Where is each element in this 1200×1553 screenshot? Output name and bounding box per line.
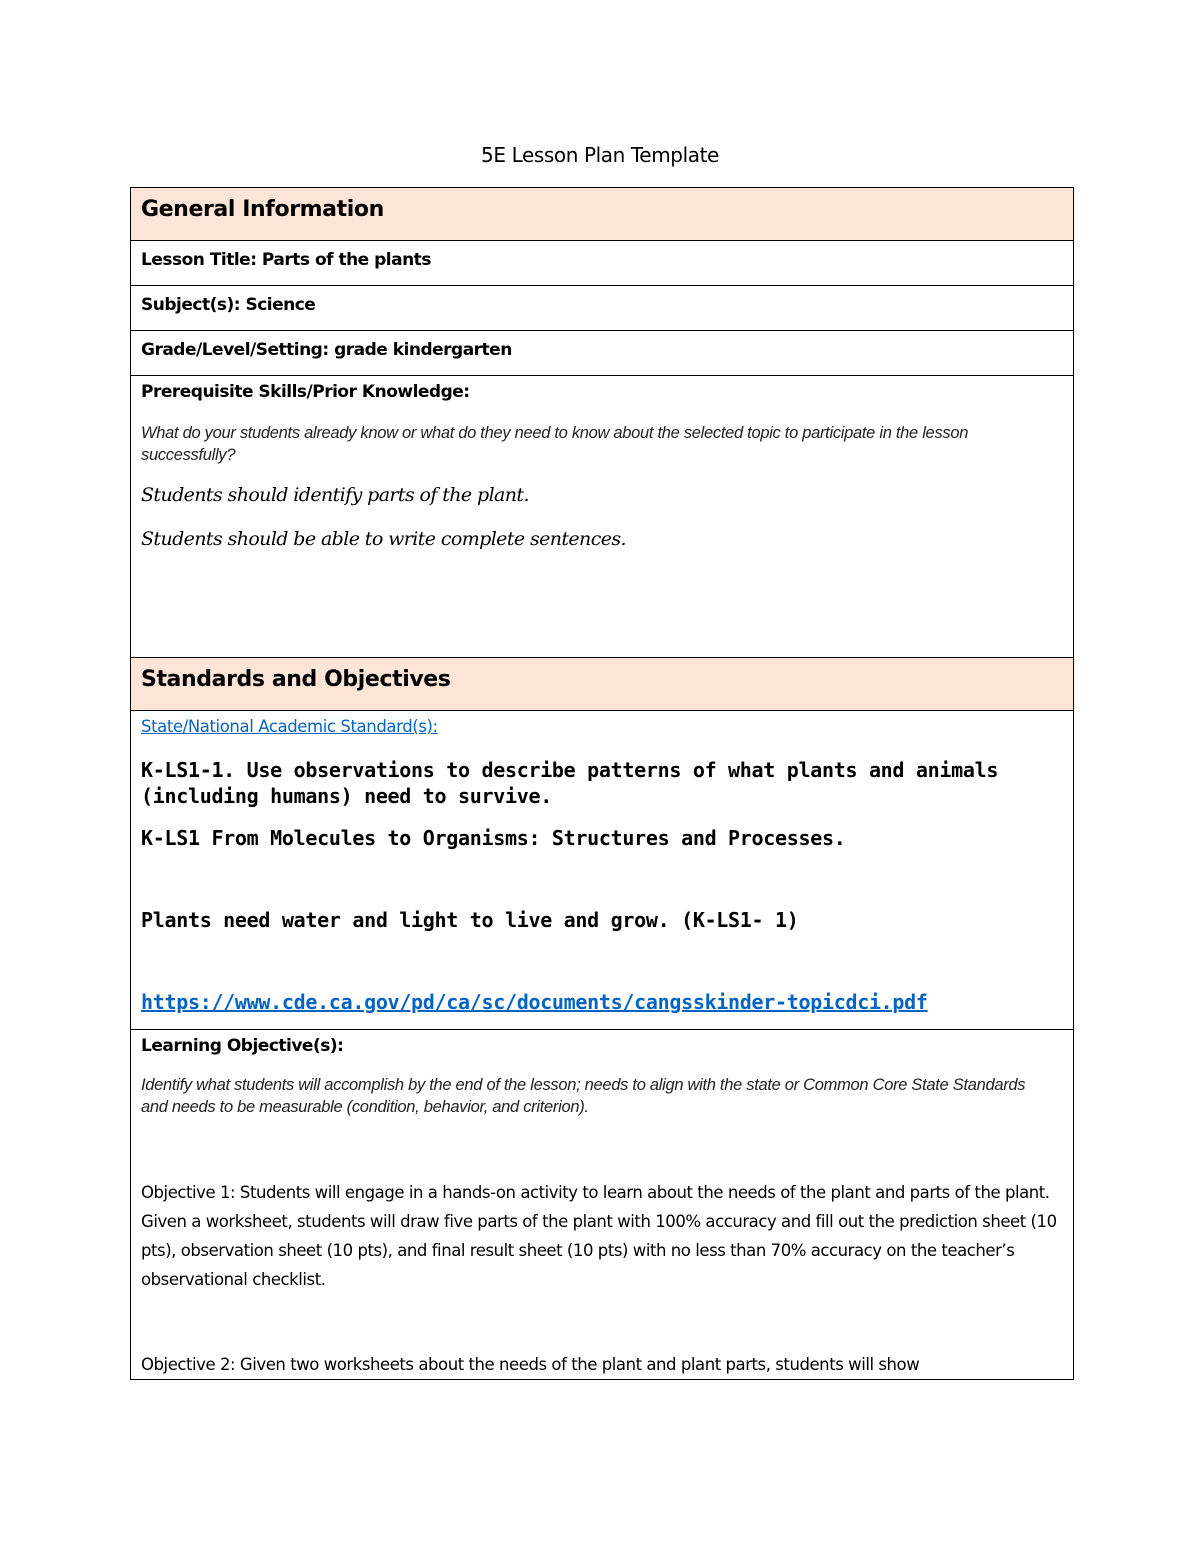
prerequisite-skills-label: Prerequisite Skills/Prior Knowledge: [141, 382, 470, 402]
prerequisite-prompt: What do your students already know or what do they need to know about the selected topic to participate in the lesson successfully? [141, 424, 969, 464]
objective-1: Objective 1: Students will engage in a hands-on activity to learn about the needs of the plant and parts of the plant. Given a worksheet, students will draw five parts of the plant with 100% accuracy and fill out the prediction sheet (10 pts), observation sheet (10 pts), and final result sheet (10 pts) with no less than 70% accuracy on the teacher’s observational checklist. [141, 1183, 1057, 1289]
prerequisite-answer-2: Students should be able to write complete sentences. [141, 528, 626, 550]
prerequisite-answer-1: Students should identify parts of the plant. [141, 484, 529, 506]
prerequisite-skills-cell [131, 376, 1073, 658]
standard-plants-need: Plants need water and light to live and grow. (K-LS1- 1) [141, 908, 799, 932]
objective-2: Objective 2: Given two worksheets about the needs of the plant and plant parts, students will show [141, 1355, 920, 1374]
learning-objectives-cell [131, 1030, 1073, 1379]
grade-level-setting-field: Grade/Level/Setting: grade kindergarten [131, 331, 1073, 376]
standards-cell [131, 711, 1073, 1030]
section-header-standards-objectives: Standards and Objectives [131, 658, 1073, 711]
standards-label-link[interactable]: State/National Academic Standard(s): [141, 717, 438, 736]
standards-document-link[interactable]: https://www.cde.ca.gov/pd/ca/sc/documents/cangsskinder-topicdci.pdf [141, 990, 928, 1014]
lesson-plan-table [130, 187, 1074, 1380]
standard-k-ls1-1: K-LS1-1. Use observations to describe patterns of what plants and animals (including humans) need to survive. [141, 758, 999, 808]
standard-k-ls1-domain: K-LS1 From Molecules to Organisms: Structures and Processes. [141, 826, 846, 850]
document-title: 5E Lesson Plan Template [481, 143, 719, 167]
subjects-field: Subject(s): Science [131, 286, 1073, 331]
learning-objectives-label: Learning Objective(s): [141, 1036, 344, 1056]
lesson-title-field: Lesson Title: Parts of the plants [131, 241, 1073, 286]
section-header-general-information: General Information [131, 188, 1073, 241]
learning-objectives-prompt: Identify what students will accomplish by the end of the lesson; needs to align with the state or Common Core State Standards and needs to be measurable (condition, behavior, and criterion). [141, 1076, 1026, 1116]
